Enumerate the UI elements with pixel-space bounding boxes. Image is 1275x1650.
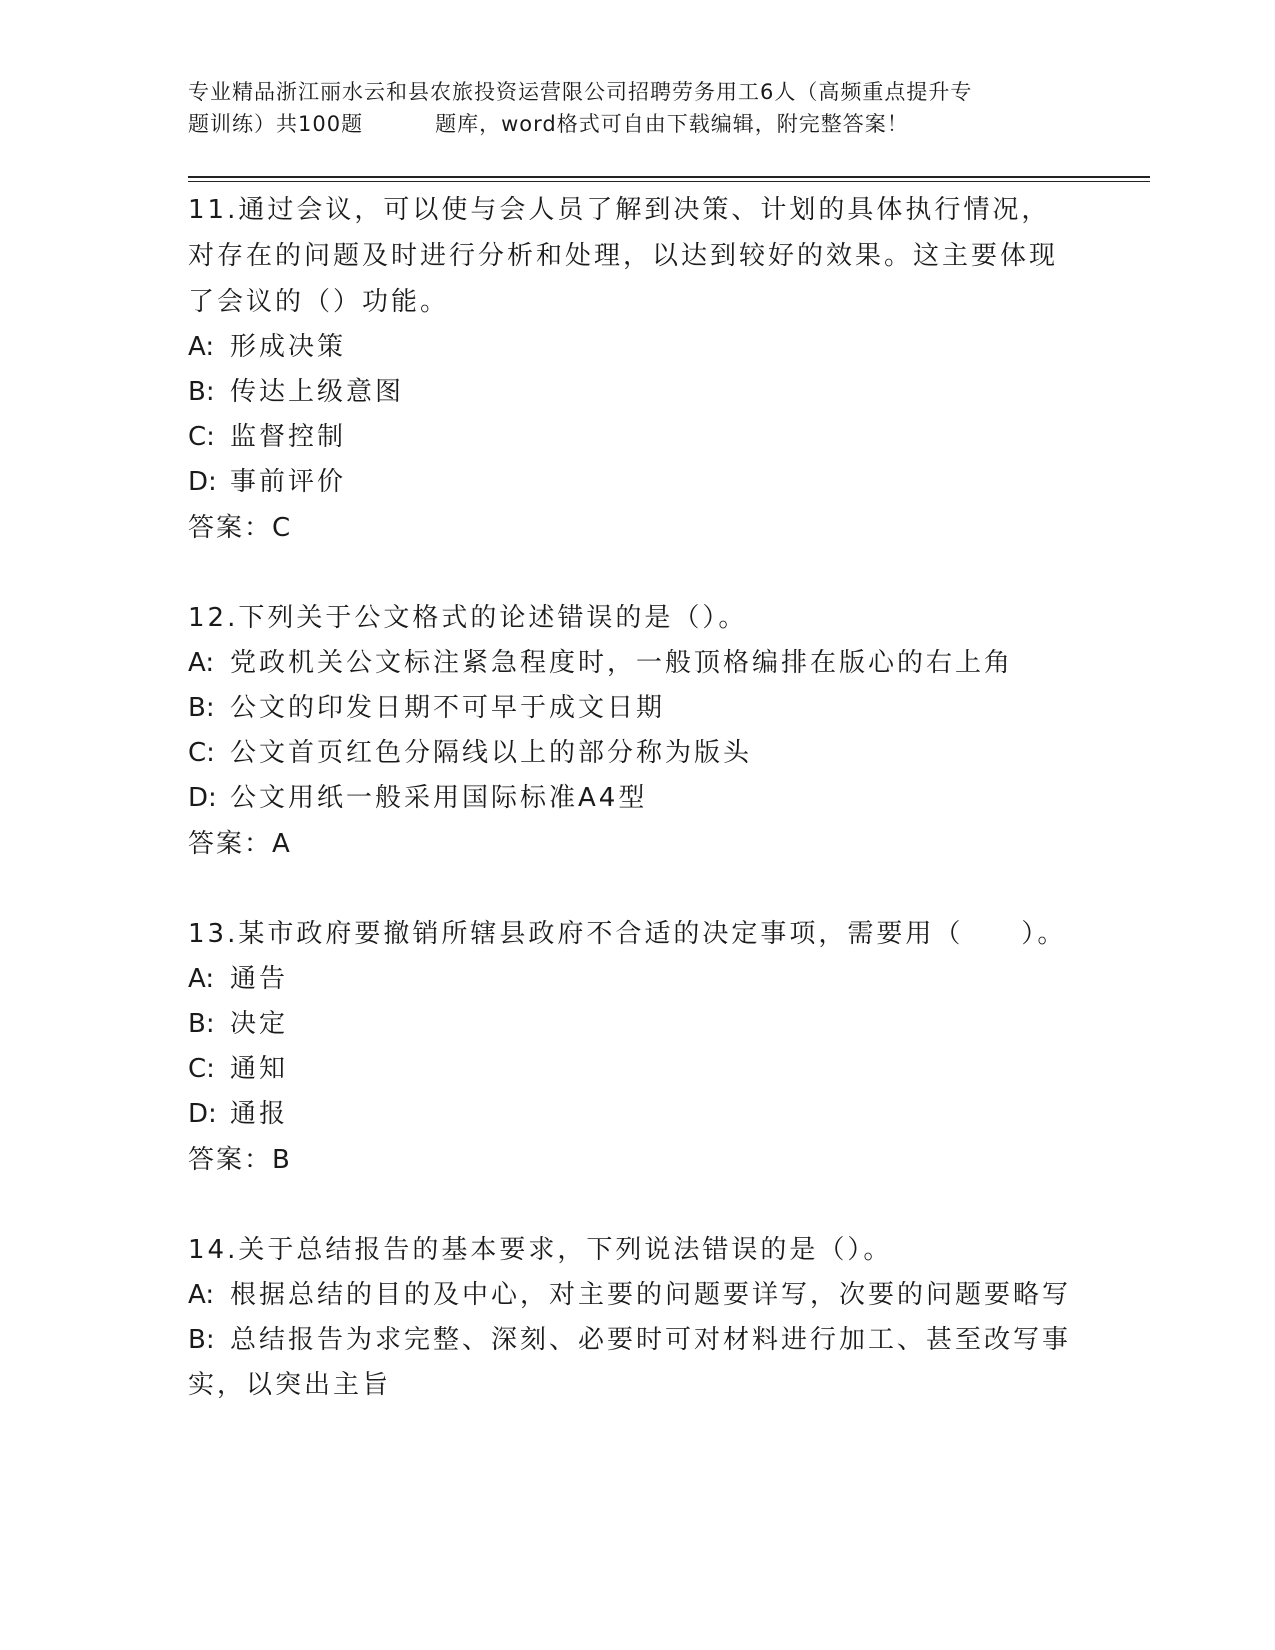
question-stem: 13.某市政府要撤销所辖县政府不合适的决定事项，需要用（ ）。 bbox=[188, 919, 1067, 949]
option-text: 根据总结的目的及中心，对主要的问题要详写，次要的问题要略写 bbox=[230, 1280, 1072, 1310]
option-text: 形成决策 bbox=[230, 332, 347, 362]
header-line-1: 专业精品浙江丽水云和县农旅投资运营限公司招聘劳务用工6人（高频重点提升专 bbox=[188, 80, 973, 104]
document-header bbox=[188, 76, 1088, 140]
option-b bbox=[188, 370, 1078, 415]
option-text: 通知 bbox=[230, 1054, 289, 1084]
option-letter: A: bbox=[188, 964, 215, 994]
question-11 bbox=[188, 187, 1078, 551]
header-line-2a: 题训练）共100题 bbox=[188, 112, 364, 136]
option-letter: D: bbox=[188, 783, 217, 813]
option-text: 党政机关公文标注紧急程度时，一般顶格编排在版心的右上角 bbox=[230, 648, 1014, 678]
option-d bbox=[188, 460, 1078, 505]
option-d bbox=[188, 776, 1078, 821]
option-letter: D: bbox=[188, 1099, 217, 1129]
option-text: 公文用纸一般采用国际标准A4型 bbox=[230, 783, 648, 813]
option-text: 决定 bbox=[230, 1009, 289, 1039]
question-list bbox=[188, 187, 1078, 1452]
option-letter: B: bbox=[188, 693, 215, 723]
option-letter: C: bbox=[188, 1054, 215, 1084]
option-text: 通告 bbox=[230, 964, 289, 994]
option-letter: B: bbox=[188, 377, 215, 407]
option-text: 监督控制 bbox=[230, 422, 347, 452]
option-text: 传达上级意图 bbox=[230, 377, 405, 407]
option-text: 公文首页红色分隔线以上的部分称为版头 bbox=[230, 738, 753, 768]
option-letter: A: bbox=[188, 332, 215, 362]
option-letter: A: bbox=[188, 648, 215, 678]
option-c bbox=[188, 415, 1078, 460]
option-letter: C: bbox=[188, 422, 215, 452]
option-b bbox=[188, 1002, 1078, 1047]
option-letter: D: bbox=[188, 467, 217, 497]
option-letter: B: bbox=[188, 1009, 215, 1039]
option-letter: C: bbox=[188, 738, 215, 768]
header-divider-thin bbox=[188, 181, 1150, 182]
answer-line: 答案：B bbox=[188, 1145, 292, 1175]
option-text: 公文的印发日期不可早于成文日期 bbox=[230, 693, 666, 723]
option-b bbox=[188, 686, 1078, 731]
option-a bbox=[188, 325, 1078, 370]
option-a bbox=[188, 1273, 1078, 1318]
header-line-2b: 题库，word格式可自由下载编辑，附完整答案！ bbox=[435, 112, 909, 136]
option-b bbox=[188, 1318, 1078, 1408]
question-stem: 14.关于总结报告的基本要求，下列说法错误的是（）。 bbox=[188, 1235, 893, 1265]
answer-line: 答案：C bbox=[188, 513, 293, 543]
option-letter: A: bbox=[188, 1280, 215, 1310]
option-c bbox=[188, 1047, 1078, 1092]
question-stem: 12.下列关于公文格式的论述错误的是（）。 bbox=[188, 603, 748, 633]
header-divider-thick bbox=[188, 176, 1150, 178]
option-text: 事前评价 bbox=[230, 467, 347, 497]
option-a bbox=[188, 957, 1078, 1002]
option-c bbox=[188, 731, 1078, 776]
answer-line: 答案：A bbox=[188, 829, 292, 859]
option-text: 通报 bbox=[230, 1099, 289, 1129]
option-a bbox=[188, 641, 1078, 686]
option-d bbox=[188, 1092, 1078, 1137]
question-13 bbox=[188, 911, 1078, 1183]
option-letter: B: bbox=[188, 1325, 215, 1355]
header-line-2 bbox=[188, 108, 1088, 140]
question-14 bbox=[188, 1227, 1078, 1408]
question-stem: 11.通过会议，可以使与会人员了解到决策、计划的具体执行情况，对存在的问题及时进行分析和处理，以达到较好的效果。这主要体现了会议的（）功能。 bbox=[188, 195, 1059, 317]
option-text: 总结报告为求完整、深刻、必要时可对材料进行加工、甚至改写事实，以突出主旨 bbox=[188, 1325, 1072, 1400]
question-12 bbox=[188, 595, 1078, 867]
